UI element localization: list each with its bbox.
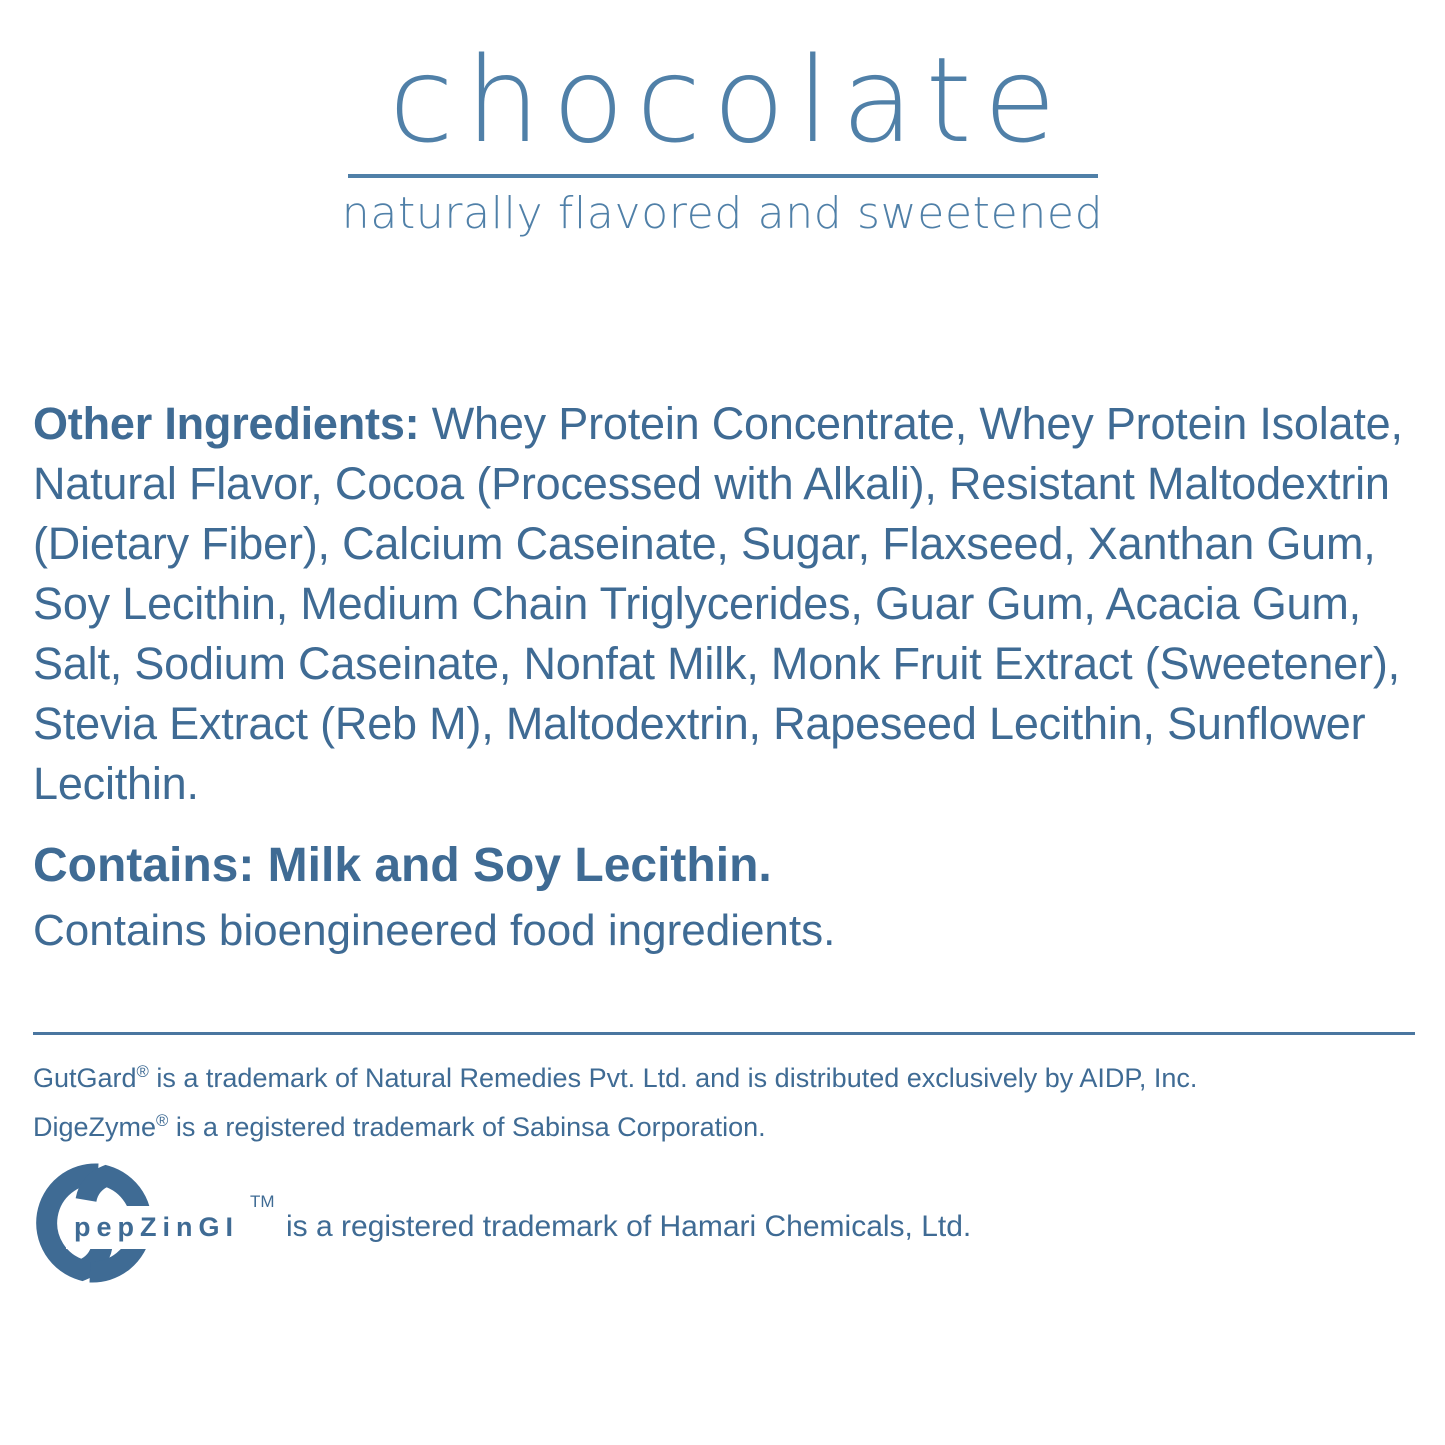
registered-symbol: ® xyxy=(136,1062,149,1081)
digezyme-brand: DigeZyme xyxy=(33,1112,157,1142)
digezyme-trademark-line xyxy=(33,1112,766,1143)
digezyme-trademark-text: is a registered trademark of Sabinsa Corporation. xyxy=(175,1112,766,1142)
header xyxy=(0,31,1445,240)
gutgard-trademark-text: is a trademark of Natural Remedies Pvt. Ltd. and is distributed exclusively by AIDP, Inc. xyxy=(156,1063,1198,1093)
flavor-subtitle: naturally flavored and sweetened xyxy=(341,188,1104,240)
title-underline-rule xyxy=(348,174,1098,178)
footer-divider-rule xyxy=(33,1032,1415,1035)
pepzingi-trademark-line: pepZinGI TM is a registered trademark of Hamari Chemicals, Ltd. xyxy=(0,1158,1445,1298)
other-ingredients-label: Other Ingredients: xyxy=(33,398,420,449)
pepzingi-logo-wordmark: pepZinGI xyxy=(66,1206,249,1249)
other-ingredients-paragraph xyxy=(33,394,1421,814)
other-ingredients-text: Whey Protein Concentrate, Whey Protein Isolate, Natural Flavor, Cocoa (Processed with Alkali), Resistant Maltodextrin (Dietary Fiber), Calcium Caseinate, Sugar, Flaxseed, Xanthan Gum, Soy Lecithin, Medium Chain Triglycerides, Guar Gum, Acacia Gum, Salt, Sodium Caseinate, Nonfat Milk, Monk Fruit Extract (Sweetener), Stevia Extract (Reb M), Maltodextrin, Rapeseed Lecithin, Sunflower Lecithin. xyxy=(33,398,1403,809)
registered-symbol: ® xyxy=(156,1111,169,1130)
bioengineered-statement: Contains bioengineered food ingredients. xyxy=(33,906,836,955)
pepzingi-trademark-text: is a registered trademark of Hamari Chemicals, Ltd. xyxy=(286,1210,972,1243)
flavor-title: chocolate xyxy=(388,31,1068,169)
gutgard-trademark-line xyxy=(33,1063,1197,1094)
gutgard-brand: GutGard xyxy=(33,1063,137,1093)
contains-allergen-statement: Contains: Milk and Soy Lecithin. xyxy=(33,839,772,892)
